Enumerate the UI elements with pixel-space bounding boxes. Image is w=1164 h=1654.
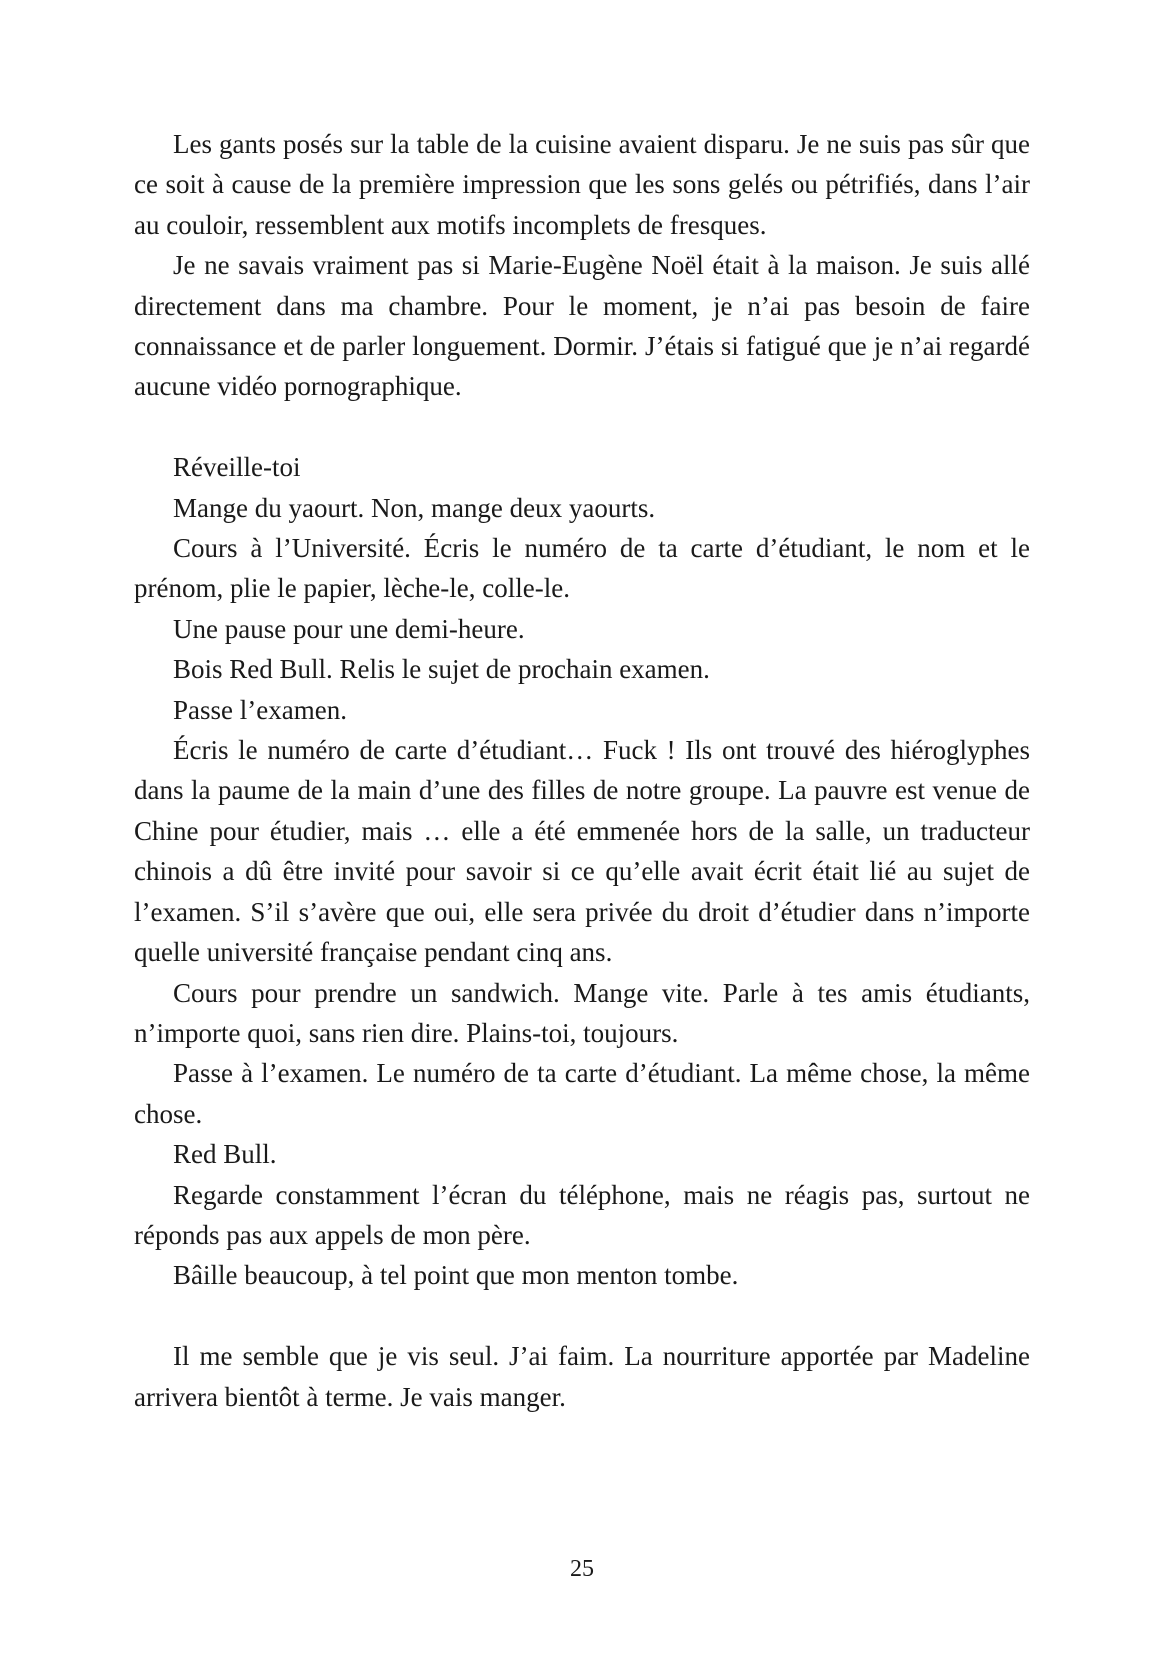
paragraph: Une pause pour une demi-heure. <box>173 613 525 644</box>
paragraph: Passe à l’examen. Le numéro de ta carte d’étudiant. La même chose, la même chose. <box>134 1058 1030 1129</box>
paragraph: Cours à l’Université. Écris le numéro de ta carte d’étudiant, le nom et le prénom, plie le papier, lèche-le, colle-le. <box>134 533 1030 604</box>
paragraph: Il me semble que je vis seul. J’ai faim. La nourriture apportée par Madeline arrivera bientôt à terme. Je vais manger. <box>134 1341 1030 1412</box>
page-number: 25 <box>570 1556 594 1582</box>
paragraph: Réveille-toi <box>173 452 301 483</box>
section-2 <box>134 447 1030 1296</box>
paragraph: Red Bull. <box>173 1139 277 1170</box>
paragraph: Cours pour prendre un sandwich. Mange vite. Parle à tes amis étudiants, n’importe quoi, sans rien dire. Plains-toi, toujours. <box>134 977 1030 1048</box>
section-break <box>134 1296 1030 1336</box>
section-3 <box>134 1336 1030 1417</box>
paragraph: Je ne savais vraiment pas si Marie-Eugène Noël était à la maison. Je suis allé directement dans ma chambre. Pour le moment, je n’ai pas besoin de faire connaissance et de parler longuement. Dormir. J’étais si fatigué que je n’ai regardé aucune vidéo pornographique. <box>134 250 1030 402</box>
paragraph: Passe l’examen. <box>173 694 347 725</box>
page-body <box>134 124 1030 1417</box>
paragraph: Écris le numéro de carte d’étudiant… Fuck ! Ils ont trouvé des hiéroglyphes dans la paume de la main d’une des filles de notre groupe. La pauvre est venue de Chine pour étudier, mais … elle a été emmenée hors de la salle, un traducteur chinois a dû être invité pour savoir si ce qu’elle avait écrit était lié au sujet de l’examen. S’il s’avère que oui, elle sera privée du droit d’étudier dans n’importe quelle université française pendant cinq ans. <box>134 735 1030 968</box>
paragraph: Mange du yaourt. Non, mange deux yaourts. <box>173 492 656 523</box>
paragraph: Bâille beaucoup, à tel point que mon menton tombe. <box>173 1260 739 1291</box>
paragraph: Bois Red Bull. Relis le sujet de prochain examen. <box>173 654 710 685</box>
paragraph: Regarde constamment l’écran du téléphone, mais ne réagis pas, surtout ne réponds pas aux appels de mon père. <box>134 1179 1030 1250</box>
paragraph: Les gants posés sur la table de la cuisine avaient disparu. Je ne suis pas sûr que ce soit à cause de la première impression que les sons gelés ou pétrifiés, dans l’air au couloir, ressemblent aux motifs incomplets de fresques. <box>134 129 1030 240</box>
section-1 <box>134 124 1030 407</box>
section-break <box>134 407 1030 447</box>
